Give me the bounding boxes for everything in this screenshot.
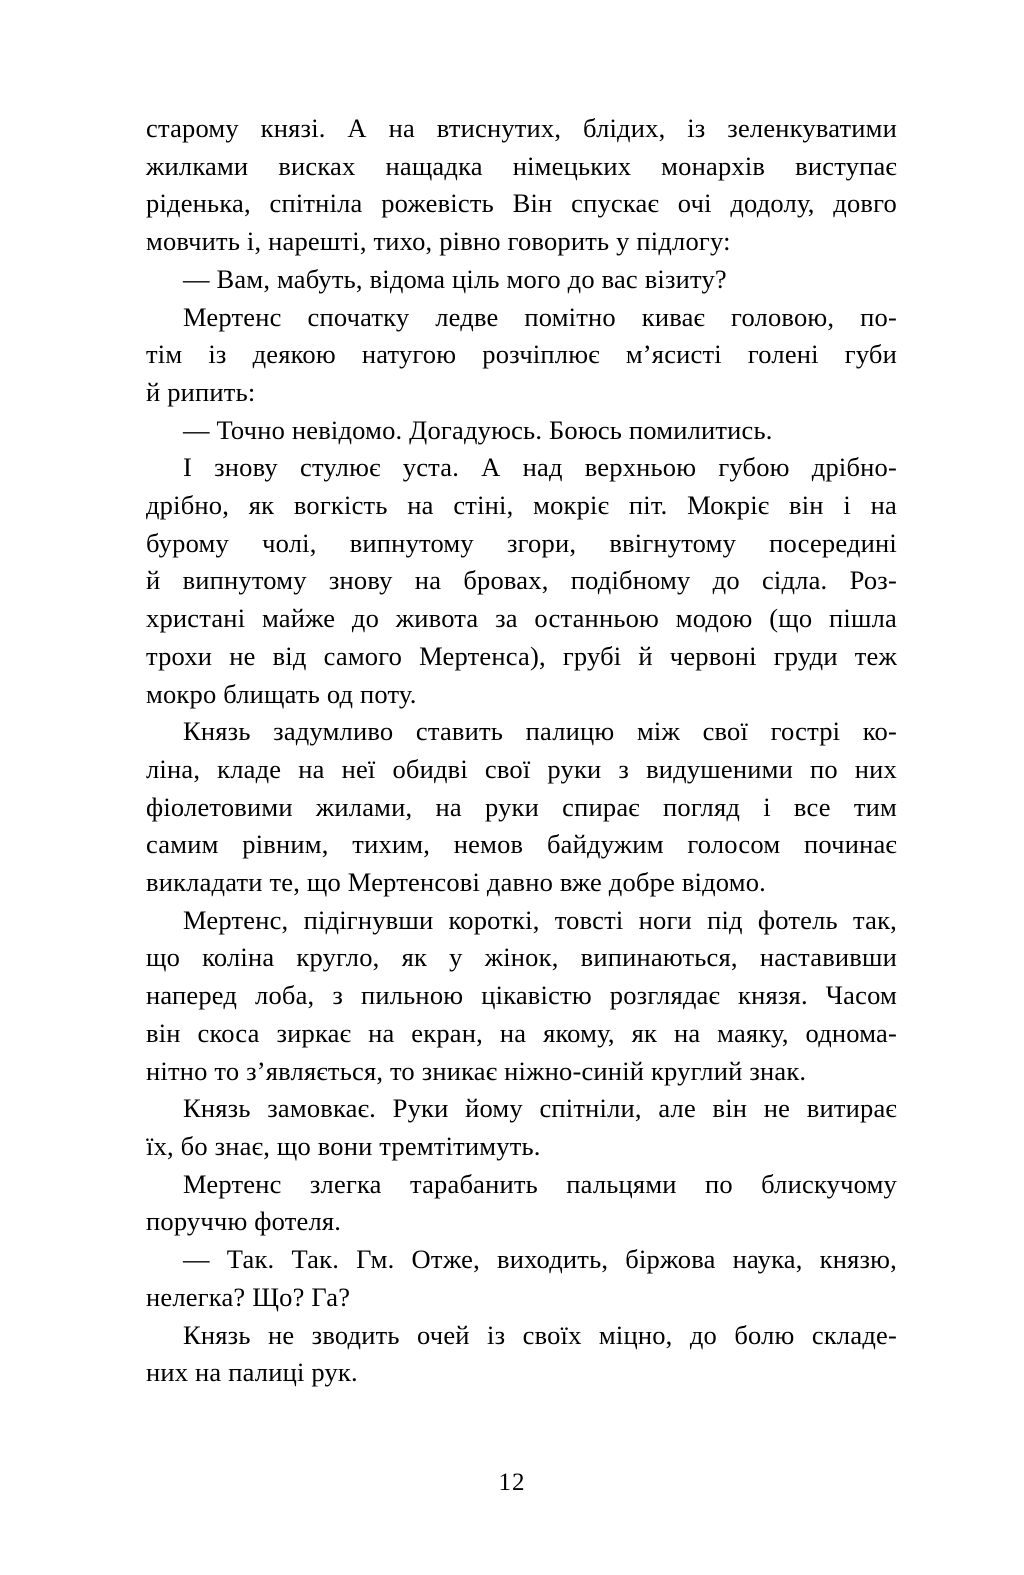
text-line: тім із деякою натугою розчіплює м’ясисті голені губи (146, 339, 897, 370)
text-line: викладати те, що Мертенсові давно вже добре відомо. (146, 867, 766, 898)
text-line: нелегка? Що? Га? (146, 1281, 351, 1312)
page-text-block (146, 110, 897, 1392)
text-line: ріденька, спітніла рожевість Він спускає очі додолу, довго (146, 188, 897, 219)
paragraph (146, 261, 897, 299)
text-line: фіолетовими жилами, на руки спирає погляд і все тим (146, 791, 897, 822)
paragraph (146, 1166, 897, 1241)
text-line: й рипить: (146, 376, 256, 407)
text-line: — Вам, мабуть, відома ціль мого до вас візиту? (183, 263, 727, 294)
text-line: поруччю фотеля. (146, 1206, 342, 1237)
paragraph (146, 713, 897, 902)
text-line: він скоса зиркає на екран, на якому, як на маяку, однома- (146, 1017, 897, 1048)
text-line: Мертенс злегка тарабанить пальцями по блискучому (183, 1168, 897, 1199)
text-line: трохи не від самого Мертенса), грубі й червоні груди теж (146, 640, 897, 671)
text-line: старому князі. А на втиснутих, блідих, із зеленкуватими (146, 113, 897, 143)
paragraph (146, 299, 897, 412)
text-line: бурому чолі, випнутому згори, ввігнутому посередині (146, 527, 897, 558)
text-line: й випнутому знову на бровах, подібному до сідла. Роз- (146, 565, 897, 596)
paragraph (146, 1090, 897, 1165)
text-line: наперед лоба, з пильною цікавістю розглядає князя. Часом (146, 980, 897, 1011)
text-line: мовчить і, нарешті, тихо, рівно говорить у підлогу: (146, 226, 731, 257)
text-line: Князь не зводить очей із своїх міцно, до болю складе- (183, 1319, 897, 1350)
text-line: — Точно невідомо. Догадуюсь. Боюсь помилитись. (183, 414, 773, 445)
text-line: Мертенс, підігнувши короткі, товсті ноги під фотель так, (183, 904, 897, 935)
paragraph (146, 902, 897, 1091)
paragraph (146, 110, 897, 261)
text-line: Князь замовкає. Руки йому спітніли, але він не витирає (183, 1093, 897, 1124)
text-line: що коліна кругло, як у жінок, випинаються, наставивши (146, 942, 897, 973)
paragraph (146, 449, 897, 713)
text-line: — Так. Так. Гм. Отже, виходить, біржова наука, князю, (183, 1244, 897, 1275)
text-line: ліна, кладе на неї обидві свої руки з видушеними по них (146, 753, 897, 784)
paragraph (146, 1317, 897, 1392)
text-line: христані майже до живота за останньою модою (що пішла (146, 603, 897, 634)
text-line: Мертенс спочатку ледве помітно киває головою, по- (183, 301, 897, 332)
text-line: дрібно, як вогкість на стіні, мокріє піт. Мокріє він і на (146, 490, 897, 521)
page-number: 12 (498, 1469, 526, 1496)
text-line: нітно то з’являється, то зникає ніжно-синій круглий знак. (146, 1055, 807, 1086)
text-line: Князь задумливо ставить палицю між свої гострі ко- (183, 716, 897, 747)
paragraph (146, 1241, 897, 1316)
text-line: мокро блищать од поту. (146, 678, 417, 709)
paragraph (146, 412, 897, 450)
text-line: них на палиці рук. (146, 1357, 358, 1388)
text-line: жилками висках нащадка німецьких монархів виступає (146, 150, 897, 181)
text-line: І знову стулює уста. А над верхньою губою дрібно- (183, 452, 897, 483)
text-line: їх, бо знає, що вони тремтітимуть. (146, 1130, 541, 1161)
text-line: самим рівним, тихим, немов байдужим голосом починає (146, 829, 897, 860)
